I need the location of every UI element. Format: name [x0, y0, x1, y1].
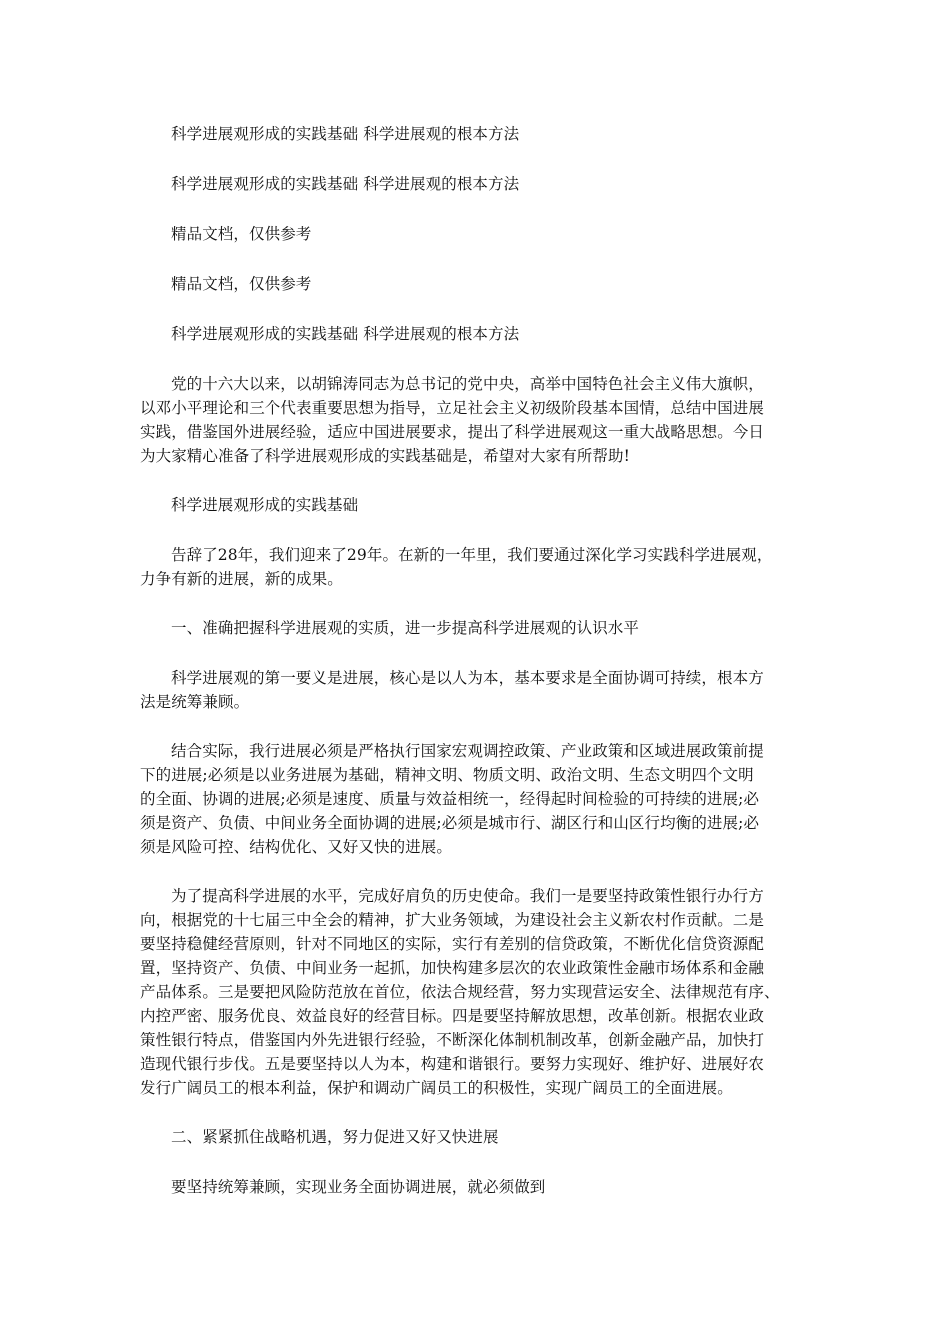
- text-line: 力争有新的进展，新的成果。: [140, 570, 343, 588]
- text-line: 向，根据党的十七届三中全会的精神，扩大业务领域，为建设社会主义新农村作贡献。二是: [140, 911, 765, 929]
- title-line-1: [140, 122, 823, 146]
- text-line: 告辞了28年，我们迎来了29年。在新的一年里，我们要通过深化学习实践科学进展观，: [171, 546, 773, 564]
- document-body: [140, 122, 823, 1225]
- text-line: 精品文档，仅供参考: [171, 225, 312, 243]
- text-line: 造现代银行步伐。五是要坚持以人为本，构建和谐银行。要努力实现好、维护好、进展好农: [140, 1055, 765, 1073]
- paragraph-improve-level: [140, 884, 823, 1100]
- note-line-1: [140, 222, 823, 246]
- text-line: 要坚持统筹兼顾，实现业务全面协调进展，就必须做到: [171, 1178, 546, 1196]
- text-line: 科学进展观形成的实践基础 科学进展观的根本方法: [171, 175, 520, 193]
- paragraph-first-meaning: [140, 666, 823, 714]
- text-line: 为大家精心准备了科学进展观形成的实践基础是，希望对大家有所帮助!: [140, 447, 630, 465]
- text-line: 科学进展观形成的实践基础: [171, 496, 359, 514]
- text-line: 二、紧紧抓住战略机遇，努力促进又好又快进展: [171, 1128, 499, 1146]
- paragraph-final: [140, 1175, 823, 1199]
- text-line: 策性银行特点，借鉴国内外先进银行经验，不断深化体制机制改革，创新金融产品，加快打: [140, 1031, 765, 1049]
- text-line: 置，坚持资产、负债、中间业务一起抓，加快构建多层次的农业政策性金融市场体系和金融: [140, 959, 765, 977]
- text-line: 法是统筹兼顾。: [140, 693, 250, 711]
- text-line: 结合实际，我行进展必须是严格执行国家宏观调控政策、产业政策和区域进展政策前提: [171, 742, 764, 760]
- text-line: 产品体系。三是要把风险防范放在首位，依法合规经营，努力实现营运安全、法律规范有序、: [140, 983, 780, 1001]
- text-line: 实践，借鉴国外进展经验，适应中国进展要求，提出了科学进展观这一重大战略思想。今日: [140, 423, 765, 441]
- text-line: 须是风险可控、结构优化、又好又快的进展。: [140, 838, 453, 856]
- paragraph-new-year: [140, 543, 823, 591]
- text-line: 内控严密、服务优良、效益良好的经营目标。四是要坚持解放思想，改革创新。根据农业政: [140, 1007, 765, 1025]
- intro-paragraph: [140, 372, 823, 468]
- note-line-2: [140, 272, 823, 296]
- title-line-3: [140, 322, 823, 346]
- text-line: 发行广阔员工的根本利益，保护和调动广阔员工的积极性，实现广阔员工的全面进展。: [140, 1079, 733, 1097]
- text-line: 一、准确把握科学进展观的实质，进一步提高科学进展观的认识水平: [171, 619, 640, 637]
- heading-part-one: [140, 616, 823, 640]
- section-heading: [140, 493, 823, 517]
- text-line: 以邓小平理论和三个代表重要思想为指导，立足社会主义初级阶段基本国情，总结中国进展: [140, 399, 765, 417]
- text-line: 须是资产、负债、中间业务全面协调的进展;必须是城市行、湖区行和山区行均衡的进展;必: [140, 814, 760, 832]
- text-line: 精品文档，仅供参考: [171, 275, 312, 293]
- text-line: 党的十六大以来，以胡锦涛同志为总书记的党中央，高举中国特色社会主义伟大旗帜，: [171, 375, 764, 393]
- text-line: 科学进展观形成的实践基础 科学进展观的根本方法: [171, 325, 520, 343]
- text-line: 的全面、协调的进展;必须是速度、质量与效益相统一，经得起时间检验的可持续的进展;必: [140, 790, 760, 808]
- paragraph-practice: [140, 739, 823, 859]
- text-line: 为了提高科学进展的水平，完成好肩负的历史使命。我们一是要坚持政策性银行办行方: [171, 887, 764, 905]
- text-line: 下的进展;必须是以业务进展为基础，精神文明、物质文明、政治文明、生态文明四个文明: [140, 766, 754, 784]
- title-line-2: [140, 172, 823, 196]
- text-line: 要坚持稳健经营原则，针对不同地区的实际，实行有差别的信贷政策，不断优化信贷资源配: [140, 935, 765, 953]
- text-line: 科学进展观形成的实践基础 科学进展观的根本方法: [171, 125, 520, 143]
- heading-part-two: [140, 1125, 823, 1149]
- text-line: 科学进展观的第一要义是进展，核心是以人为本，基本要求是全面协调可持续，根本方: [171, 669, 764, 687]
